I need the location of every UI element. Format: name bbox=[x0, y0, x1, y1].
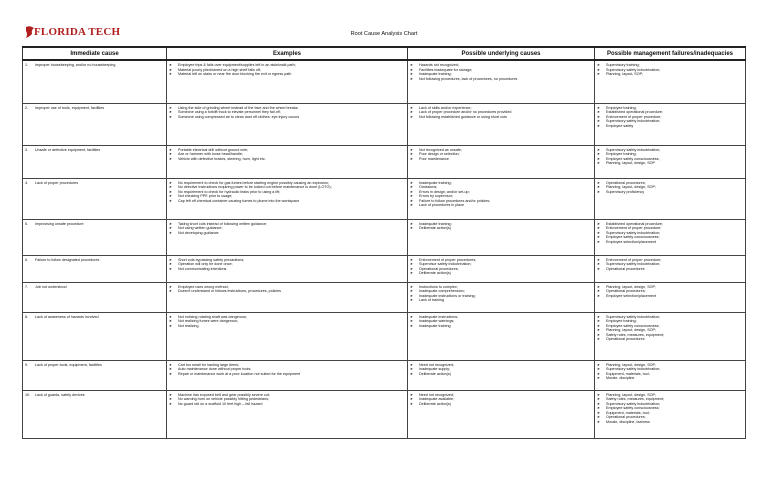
example-item: ➤ Auto maintenance done without proper tools; bbox=[169, 367, 405, 372]
underlying-causes-cell bbox=[408, 103, 595, 145]
underlying-cause-item: ➤ Inadequate training; bbox=[410, 222, 592, 227]
management-failure-item: ➤ Employee safety consciousness; bbox=[597, 324, 743, 329]
underlying-causes-cell bbox=[408, 219, 595, 255]
management-failure-item: ➤ Equipment, materials, tool; bbox=[597, 411, 743, 416]
management-failure-item: ➤ Employee selection/placement bbox=[597, 240, 743, 245]
example-item: ➤ Cart too small for hauling large items; bbox=[169, 363, 405, 368]
management-failure-item: ➤ Established operational procedure; bbox=[597, 222, 743, 227]
underlying-causes-cell bbox=[408, 145, 595, 178]
management-failure-item: ➤ Supervisory safety indoctrination; bbox=[597, 148, 743, 153]
underlying-cause-item: ➤ Failure to follow procedures and/or policies; bbox=[410, 199, 592, 204]
example-item: ➤ Axe or hammer with loose head/handle; bbox=[169, 152, 405, 157]
table-row bbox=[23, 360, 746, 390]
management-failure-item: ➤ Supervisory safety indoctrination; bbox=[597, 119, 743, 124]
examples-cell-list bbox=[169, 363, 405, 377]
immediate-cause-cell bbox=[23, 390, 167, 438]
management-failures-cell bbox=[595, 360, 746, 390]
table-body bbox=[23, 60, 746, 438]
management-failures-cell-list bbox=[597, 148, 743, 166]
immediate-cause-text: Unsafe or defective equipment, facilities bbox=[35, 147, 101, 152]
table-row bbox=[23, 390, 746, 438]
underlying-cause-item: ➤ Lack of procedures in place bbox=[410, 203, 592, 208]
management-failures-cell-list bbox=[597, 106, 743, 129]
example-item: ➤ Using the side of grinding wheel instead of the face and the wheel breaks; bbox=[169, 106, 405, 111]
examples-cell bbox=[167, 178, 408, 219]
management-failures-cell bbox=[595, 390, 746, 438]
immediate-cause-cell bbox=[23, 178, 167, 219]
management-failures-cell bbox=[595, 60, 746, 103]
management-failure-item: ➤ Planning, layout, SOP; bbox=[597, 72, 743, 77]
examples-cell bbox=[167, 390, 408, 438]
underlying-causes-cell bbox=[408, 390, 595, 438]
example-item: ➤ Not checking PPE prior to usage; bbox=[169, 194, 405, 199]
management-failures-cell-list bbox=[597, 393, 743, 425]
table-row bbox=[23, 219, 746, 255]
logo-text: FLORIDA TECH bbox=[34, 26, 121, 38]
underlying-cause-item: ➤ Errors in design; and/or set-up; bbox=[410, 190, 592, 195]
table-row bbox=[23, 255, 746, 282]
underlying-cause-item: ➤ Instructions to complex; bbox=[410, 285, 592, 290]
management-failure-item: ➤ Supervisory training; bbox=[597, 63, 743, 68]
row-number: 3. bbox=[25, 147, 29, 152]
example-item: ➤ Employee uses wrong method; bbox=[169, 285, 405, 290]
immediate-cause-cell bbox=[23, 255, 167, 282]
underlying-cause-item: ➤ Not following procedures, lack of procedures, no procedures bbox=[410, 77, 592, 82]
table-row bbox=[23, 312, 746, 360]
underlying-cause-item: ➤ Enforcement of proper procedures; bbox=[410, 258, 592, 263]
example-item: ➤ No guard rail on a scaffold 10 feet high – fall hazard bbox=[169, 402, 405, 407]
table-row bbox=[23, 60, 746, 103]
management-failure-item: ➤ Equipment, materials, tool; bbox=[597, 372, 743, 377]
management-failure-item: ➤ Employee safety bbox=[597, 124, 743, 129]
example-item: ➤ Someone using compressed air to clean dust off clothes: eye injury occurs bbox=[169, 115, 405, 120]
immediate-cause-cell bbox=[23, 145, 167, 178]
example-item: ➤ Not realizing fumes were dangerous; bbox=[169, 319, 405, 324]
table-row bbox=[23, 103, 746, 145]
examples-cell-list bbox=[169, 148, 405, 162]
underlying-cause-item: ➤ Supervisor safety indoctrination; bbox=[410, 262, 592, 267]
management-failure-item: ➤ Supervisory safety indoctrination; bbox=[597, 402, 743, 407]
immediate-cause-cell bbox=[23, 103, 167, 145]
examples-cell-list bbox=[169, 258, 405, 272]
immediate-cause-cell bbox=[23, 60, 167, 103]
management-failures-cell-list bbox=[597, 315, 743, 342]
underlying-cause-item: ➤ Not recognized as unsafe; bbox=[410, 148, 592, 153]
underlying-causes-cell bbox=[408, 255, 595, 282]
management-failure-item: ➤ Enforcement of proper procedure; bbox=[597, 258, 743, 263]
example-item: ➤ Repair or maintenance work at a poor location not suited for the equipment bbox=[169, 372, 405, 377]
underlying-cause-item: ➤ Not following established guidance or using short cuts bbox=[410, 115, 592, 120]
examples-cell-list bbox=[169, 181, 405, 204]
underlying-causes-cell-list bbox=[410, 222, 592, 231]
management-failures-cell bbox=[595, 103, 746, 145]
management-failure-item: ➤ Enforcement of proper procedure; bbox=[597, 226, 743, 231]
underlying-causes-cell-list bbox=[410, 285, 592, 303]
management-failure-item: ➤ Planning, layout, design, SOP; bbox=[597, 328, 743, 333]
underlying-causes-cell-list bbox=[410, 258, 592, 276]
underlying-cause-item: ➤ Poor maintenance bbox=[410, 157, 592, 162]
underlying-causes-cell bbox=[408, 60, 595, 103]
examples-cell bbox=[167, 282, 408, 312]
example-item: ➤ Not noticing rotating shaft was dangerous; bbox=[169, 315, 405, 320]
management-failures-cell-list bbox=[597, 363, 743, 381]
immediate-cause-text: Lack of proper procedures bbox=[35, 180, 79, 185]
underlying-cause-item: ➤ Inadequate training; bbox=[410, 72, 592, 77]
examples-cell-list bbox=[169, 106, 405, 120]
examples-cell bbox=[167, 312, 408, 360]
management-failure-item: ➤ Employee safety consciousness; bbox=[597, 235, 743, 240]
underlying-causes-cell-list bbox=[410, 148, 592, 162]
management-failure-item: ➤ Supervisory safety indoctrination; bbox=[597, 315, 743, 320]
underlying-cause-item: ➤ Deliberate action(s) bbox=[410, 402, 592, 407]
immediate-cause-cell bbox=[23, 282, 167, 312]
example-item: ➤ No directive instructions requiring power to be locked out before maintenance is done (LOTO); bbox=[169, 185, 405, 190]
immediate-cause-text: Improper use of tools, equipment, facilities bbox=[35, 105, 105, 110]
example-item: ➤ Portable electrical drill without ground wire; bbox=[169, 148, 405, 153]
immediate-cause-cell bbox=[23, 219, 167, 255]
root-cause-table bbox=[22, 46, 746, 439]
immediate-cause-cell bbox=[23, 360, 167, 390]
header-immediate-cause: Immediate cause bbox=[23, 47, 167, 60]
management-failures-cell-list bbox=[597, 258, 743, 272]
example-item: ➤ Taking short cuts instead of following written guidance; bbox=[169, 222, 405, 227]
examples-cell bbox=[167, 360, 408, 390]
underlying-cause-item: ➤ Lack of proper procedure and/or no procedures provided bbox=[410, 110, 592, 115]
management-failure-item: ➤ Supervisory safety indoctrination; bbox=[597, 367, 743, 372]
example-item: ➤ Not communicating intentions bbox=[169, 267, 405, 272]
management-failure-item: ➤ Planning, layout, design, SOP; bbox=[597, 393, 743, 398]
management-failure-item: ➤ Established operational procedure; bbox=[597, 110, 743, 115]
management-failure-item: ➤ Supervisory safety indoctrination; bbox=[597, 231, 743, 236]
underlying-cause-item: ➤ Inadequate training; bbox=[410, 181, 592, 186]
underlying-cause-item: ➤ Facilities inadequate for storage; bbox=[410, 68, 592, 73]
management-failure-item: ➤ Operational procedures bbox=[597, 267, 743, 272]
management-failure-item: ➤ Morale, discipline bbox=[597, 376, 743, 381]
table-header-row bbox=[23, 47, 746, 60]
underlying-cause-item: ➤ Hazards not recognized; bbox=[410, 63, 592, 68]
example-item: ➤ No requirement to check for hydraulic leaks prior to using a lift; bbox=[169, 190, 405, 195]
underlying-cause-item: ➤ Inadequate training bbox=[410, 324, 592, 329]
header-management-failures: Possible management failures/inadequacies bbox=[595, 47, 746, 60]
management-failures-cell-list bbox=[597, 222, 743, 245]
immediate-cause-text: Lack of proper tools, equipment, facilities bbox=[35, 362, 102, 367]
example-item: ➤ Not developing guidance bbox=[169, 231, 405, 236]
underlying-cause-item: ➤ Deliberate action(s) bbox=[410, 372, 592, 377]
underlying-causes-cell-list bbox=[410, 63, 592, 81]
management-failures-cell bbox=[595, 282, 746, 312]
management-failures-cell-list bbox=[597, 285, 743, 299]
examples-cell-list bbox=[169, 315, 405, 329]
row-number: 4. bbox=[25, 180, 29, 185]
underlying-causes-cell bbox=[408, 282, 595, 312]
examples-cell-list bbox=[169, 222, 405, 236]
row-number: 10. bbox=[25, 392, 31, 397]
example-item: ➤ Short cuts bypassing safety precautions; bbox=[169, 258, 405, 263]
row-number: 7. bbox=[25, 284, 29, 289]
row-number: 6. bbox=[25, 257, 29, 262]
management-failure-item: ➤ Supervisory safety indoctrination; bbox=[597, 68, 743, 73]
examples-cell-list bbox=[169, 63, 405, 77]
management-failure-item: ➤ Supervisory proficiency bbox=[597, 190, 743, 195]
management-failures-cell-list bbox=[597, 181, 743, 195]
management-failure-item: ➤ Operational procedures; bbox=[597, 289, 743, 294]
underlying-causes-cell-list bbox=[410, 181, 592, 208]
underlying-cause-item: ➤ Lack of skills and/or experience; bbox=[410, 106, 592, 111]
example-item: ➤ Machine has exposed belt and gear possibly severe cut; bbox=[169, 393, 405, 398]
management-failure-item: ➤ Supervisory safety indoctrination; bbox=[597, 262, 743, 267]
management-failure-item: ➤ Operational procedures bbox=[597, 337, 743, 342]
underlying-cause-item: ➤ Need not recognized; bbox=[410, 363, 592, 368]
example-item: ➤ Vehicle with defective brakes, steering, horn, light etc. bbox=[169, 157, 405, 162]
management-failure-item: ➤ Employee training; bbox=[597, 319, 743, 324]
underlying-cause-item: ➤ Inadequate comprehension; bbox=[410, 289, 592, 294]
examples-cell bbox=[167, 219, 408, 255]
management-failure-item: ➤ Operational procedures; bbox=[597, 181, 743, 186]
underlying-cause-item: ➤ Deliberate action(s) bbox=[410, 271, 592, 276]
management-failures-cell bbox=[595, 145, 746, 178]
underlying-cause-item: ➤ Poor design or selection; bbox=[410, 152, 592, 157]
management-failures-cell bbox=[595, 255, 746, 282]
underlying-cause-item: ➤ Errors by supervisor; bbox=[410, 194, 592, 199]
immediate-cause-text: Failure to follow designated procedures bbox=[35, 257, 100, 262]
underlying-cause-item: ➤ Lack of training bbox=[410, 298, 592, 303]
management-failure-item: ➤ Planning, layout, design, SOP bbox=[597, 161, 743, 166]
row-number: 9. bbox=[25, 362, 29, 367]
example-item: ➤ Not realizing bbox=[169, 324, 405, 329]
example-item: ➤ Material left on stairs or near fire door blocking fire exit or egress path bbox=[169, 72, 405, 77]
examples-cell bbox=[167, 60, 408, 103]
management-failure-item: ➤ Planning, layout, design, SOP; bbox=[597, 185, 743, 190]
management-failure-item: ➤ Planning, layout, design, SOP; bbox=[597, 285, 743, 290]
immediate-cause-cell bbox=[23, 312, 167, 360]
header-examples: Examples bbox=[167, 47, 408, 60]
example-item: ➤ No requirement to check for gas fumes before starting engine possibly causing an explosion; bbox=[169, 181, 405, 186]
example-item: ➤ Cap left off chemical container causing fumes to plume into the workspace bbox=[169, 199, 405, 204]
immediate-cause-text: Job not understood bbox=[35, 284, 67, 289]
examples-cell bbox=[167, 145, 408, 178]
example-item: ➤ Doesn't understand or follows instructions, procedures, policies bbox=[169, 289, 405, 294]
row-number: 8. bbox=[25, 314, 29, 319]
management-failure-item: ➤ Safety rules, measures, equipment; bbox=[597, 333, 743, 338]
management-failures-cell bbox=[595, 178, 746, 219]
immediate-cause-text: Improvising unsafe procedure bbox=[35, 221, 84, 226]
table-row bbox=[23, 145, 746, 178]
underlying-causes-cell-list bbox=[410, 315, 592, 329]
underlying-causes-cell bbox=[408, 312, 595, 360]
immediate-cause-text: Lack of guards, safety devices bbox=[35, 392, 85, 397]
header-underlying-causes: Possible underlying causes bbox=[408, 47, 595, 60]
management-failure-item: ➤ Employee safety consciousness; bbox=[597, 157, 743, 162]
management-failures-cell-list bbox=[597, 63, 743, 77]
underlying-cause-item: ➤ Inadequate warnings; bbox=[410, 319, 592, 324]
example-item: ➤ Material poorly piled/stored on a high shelf falls off; bbox=[169, 68, 405, 73]
row-number: 1. bbox=[25, 63, 29, 67]
example-item: ➤ Someone using a forklift truck to elevate personnel they fall off; bbox=[169, 110, 405, 115]
underlying-cause-item: ➤ Operational procedures; bbox=[410, 267, 592, 272]
examples-cell-list bbox=[169, 285, 405, 294]
management-failure-item: ➤ Employee selection/placement bbox=[597, 294, 743, 299]
underlying-cause-item: ➤ Need not recognized; bbox=[410, 393, 592, 398]
row-number: 5. bbox=[25, 221, 29, 226]
underlying-causes-cell bbox=[408, 178, 595, 219]
examples-cell-list bbox=[169, 393, 405, 407]
example-item: ➤ Operation will only be done once; bbox=[169, 262, 405, 267]
underlying-causes-cell-list bbox=[410, 106, 592, 120]
management-failure-item: ➤ Employee training; bbox=[597, 152, 743, 157]
management-failure-item: ➤ Enforcement of proper procedure; bbox=[597, 115, 743, 120]
table-row bbox=[23, 178, 746, 219]
management-failure-item: ➤ Morale, discipline, laziness bbox=[597, 420, 743, 425]
underlying-cause-item: ➤ Deliberate action(s) bbox=[410, 226, 592, 231]
underlying-causes-cell-list bbox=[410, 393, 592, 407]
underlying-cause-item: ➤ Inadequate instructions; bbox=[410, 315, 592, 320]
immediate-cause-text: Improper housekeeping, and/or no housekeeping bbox=[35, 63, 116, 67]
management-failures-cell bbox=[595, 312, 746, 360]
underlying-cause-item: ➤ Inadequate instructions or training; bbox=[410, 294, 592, 299]
management-failure-item: ➤ Planning, layout, design, SOP; bbox=[597, 363, 743, 368]
underlying-cause-item: ➤ Omissions; bbox=[410, 185, 592, 190]
table-row bbox=[23, 282, 746, 312]
underlying-causes-cell-list bbox=[410, 363, 592, 377]
document-title: Root Cause Analysis Chart bbox=[350, 31, 418, 37]
management-failures-cell bbox=[595, 219, 746, 255]
examples-cell bbox=[167, 103, 408, 145]
underlying-cause-item: ➤ Inadequate available; bbox=[410, 397, 592, 402]
examples-cell bbox=[167, 255, 408, 282]
management-failure-item: ➤ Employee training; bbox=[597, 106, 743, 111]
management-failure-item: ➤ Operational procedures; bbox=[597, 415, 743, 420]
row-number: 2. bbox=[25, 105, 29, 110]
immediate-cause-text: Lack of awareness of hazards involved bbox=[35, 314, 99, 319]
management-failure-item: ➤ Safety rules, measures, equipment; bbox=[597, 397, 743, 402]
example-item: ➤ No warning horn on vehicle possibly hitting pedestrians; bbox=[169, 397, 405, 402]
example-item: ➤ Not using written guidance; bbox=[169, 226, 405, 231]
example-item: ➤ Employee trips & falls over equipment/supplies left in an aisle/walk path; bbox=[169, 63, 405, 68]
underlying-cause-item: ➤ Inadequate supply; bbox=[410, 367, 592, 372]
underlying-causes-cell bbox=[408, 360, 595, 390]
management-failure-item: ➤ Employee safety consciousness; bbox=[597, 406, 743, 411]
